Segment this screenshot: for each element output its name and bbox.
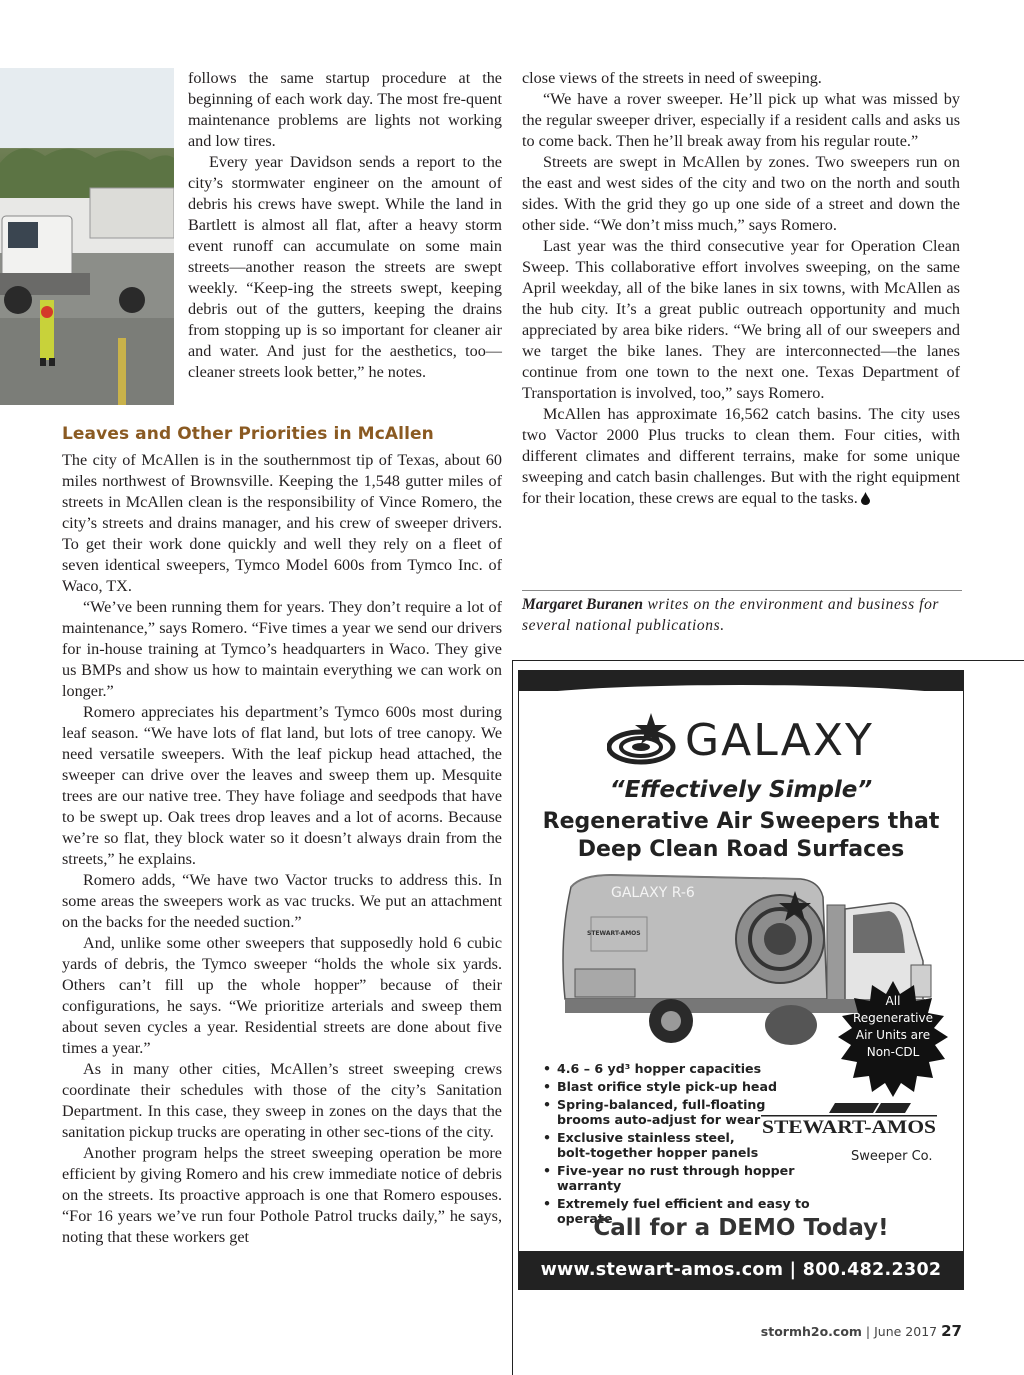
feature-item [543, 1163, 863, 1193]
author-byline [522, 594, 962, 636]
paragraph: Another program helps the street sweeping operation be more efficient by giving Romero and his crew immediate notice of debris on the streets. Its proactive approach is one that Romero espouses. “For 16 years we’ve run four Pothole Patrol trucks daily,” he says, noting that these workers get [62, 1144, 502, 1246]
page-number: 27 [941, 1322, 962, 1340]
galaxy-logo-icon [607, 711, 681, 769]
badge-line: Air Units are [855, 1028, 931, 1042]
badge-text [833, 993, 953, 1061]
feature-item [543, 1061, 863, 1076]
stewart-amos-logo [761, 1103, 937, 1135]
ad-headline [519, 808, 963, 864]
article-column-left [62, 450, 502, 1248]
paragraph: follows the same startup procedure at the beginning of each work day. The most fre-quent maintenance problems are lights not working and low tires. [188, 69, 502, 150]
badge-line: Regenerative [853, 1011, 933, 1025]
paragraph: Last year was the third consecutive year for Operation Clean Sweep. This collaborative effort involves sweeping, on the same April weekday, all of the bike lanes in six towns, with McAllen as the hub city. It’s a great public outreach opportunity and much appreciated by area bike riders. “We bring all of our sweepers and we target the bike lanes. They are interconnected—the lanes continue from one town to the next one. Texas Department of Transportation is involved, too,” says Romero. [522, 237, 960, 402]
paragraph: Romero adds, “We have two Vactor trucks to address this. In some areas the sweepers work as vac trucks. We put an attachment on the backs for the needed suction.” [62, 871, 502, 931]
paragraph-text: McAllen has approximate 16,562 catch basins. The city uses two Vactor 2000 Plus trucks to clean them. Four cities, with different climates and different terrains, make for some unique sweeping and catch basin challenges. But with the right equipment for their location, these crews are equal to the tasks. [522, 405, 960, 507]
galaxy-brand-name: GALAXY [685, 715, 874, 766]
feature-list [543, 1061, 863, 1229]
footer-date: June 2017 [874, 1324, 938, 1339]
feature-text-line-2: bolt-together hopper panels [557, 1145, 759, 1160]
paragraph: “We have a rover sweeper. He’ll pick up what was missed by the regular sweeper driver, especially if a resident calls and asks us to come back. Then he’ll break away from his regular route.” [522, 90, 960, 150]
section-heading: Leaves and Other Priorities in McAllen [62, 424, 434, 444]
article-column-right [522, 68, 960, 509]
paragraph: The city of McAllen is in the southernmost tip of Texas, about 60 miles northwest of Brownsville. Keeping the 1,548 gutter miles of streets in McAllen clean is the responsibility of Vince Romero, the city’s streets and drains manager, and his crew of sweeper drivers. To get their work done quickly and well they rely on a fleet of seven identical sweepers, Tymco Model 600s from Tymco Inc. of Waco, TX. [62, 451, 502, 595]
paragraph-last [522, 404, 960, 509]
ad-frame-left-line [512, 660, 513, 1375]
feature-text: 4.6 – 6 yd³ hopper capacities [557, 1061, 762, 1076]
paragraph: Romero appreciates his department’s Tymco 600s most during leaf season. “We have lots of flat land, but lots of tree canopy. We need versatile sweepers. With the leaf pickup head attached, the sweeper can drive over the leaves and sweep them up. Mesquite trees are our native tree. They have foliage and seedpods that have to be swept up. Oak trees drop leaves and a lot of acorns. Because we’re so flat, they block water so it doesn’t always drain from the streets,” he explains. [62, 703, 502, 868]
ad-frame-top-line [512, 660, 1024, 661]
company-logo-text: STEWART-AMOS [762, 1117, 936, 1135]
paragraph: Streets are swept in McAllen by zones. Two sweepers run on the east and west sides of the city and two on the north and south sides. With the grid they go up one side of a street and down the other side. “We don’t miss much,” says Romero. [522, 153, 960, 234]
feature-text: Extremely fuel efficient and easy to operate [557, 1196, 810, 1226]
footer-site[interactable]: stormh2o.com [760, 1324, 862, 1339]
byline-divider [522, 590, 962, 591]
advertisement[interactable] [518, 670, 964, 1290]
article-column-top-left [188, 68, 502, 383]
feature-text: Five-year no rust through hopper warranty [557, 1163, 795, 1193]
paragraph: “We’ve been running them for years. They don’t require a lot of maintenance,” says Romero. “Five times a year we send our drivers for in-house training at Tymco’s headquarters in Waco. They give us BMPs and show us how to maintain everything we can work on longer.” [62, 598, 502, 700]
paragraph: close views of the streets in need of sweeping. [522, 69, 822, 87]
paragraph: And, unlike some other sweepers that supposedly hold 6 cubic yards of debris, the Tymco sweeper “holds the whole six yards. Others can’t fill up the whole hopper” because of their configurations, he says. “We prioritize arterials and sweep them about seven cycles a year. Residential streets are done about five times a year.” [62, 934, 502, 1057]
water-drop-icon [861, 492, 870, 505]
ad-headline-line-1: Regenerative Air Sweepers that [542, 809, 940, 834]
company-subtitle: Sweeper Co. [851, 1149, 933, 1164]
truck-photo [0, 68, 174, 405]
badge-line: Non-CDL [866, 1045, 920, 1059]
author-bio: writes on the environment and business for several national publications. [522, 596, 940, 634]
footer-separator: | [861, 1324, 875, 1339]
truck-label: GALAXY R-6 [611, 885, 695, 901]
paragraph: As in many other cities, McAllen’s street sweeping crews coordinate their schedules with those of the city’s Sanitation Department. In this case, they sweep in zones on the days that the sanitation pickup trucks are operating in other sec-tions of the city. [62, 1060, 502, 1141]
truck-side-logo: STEWART-AMOS [587, 930, 641, 937]
demo-call-to-action: Call for a DEMO Today! [593, 1215, 889, 1241]
feature-text-line-2: brooms auto-adjust for wear [557, 1112, 761, 1127]
feature-item [543, 1079, 863, 1094]
feature-text: Spring-balanced, full-floating [557, 1097, 766, 1112]
paragraph: Every year Davidson sends a report to the city’s stormwater engineer on the amount of debris his crews have swept. While the land in Bartlett is almost all flat, after a heavy storm event runoff can accumulate on some main streets—another reason the streets are swept weekly. “Keep-ing the streets swept, keeping debris out of the gutters, keeping the drains from stopping up is so important for cleaner air and water. And just for the aesthetics, too—cleaner streets look better,” he notes. [188, 153, 502, 381]
ad-headline-line-2: Deep Clean Road Surfaces [577, 837, 905, 862]
page-footer [700, 1322, 962, 1340]
contact-link[interactable]: www.stewart-amos.com | 800.482.2302 [519, 1251, 963, 1289]
author-name: Margaret Buranen [522, 596, 644, 613]
badge-line: All [885, 994, 901, 1008]
feature-text: Blast orifice style pick-up head [557, 1079, 777, 1094]
feature-text: Exclusive stainless steel, [557, 1130, 735, 1145]
ad-tagline: “Effectively Simple” [609, 777, 873, 803]
truck-photo-graphic [0, 68, 174, 405]
